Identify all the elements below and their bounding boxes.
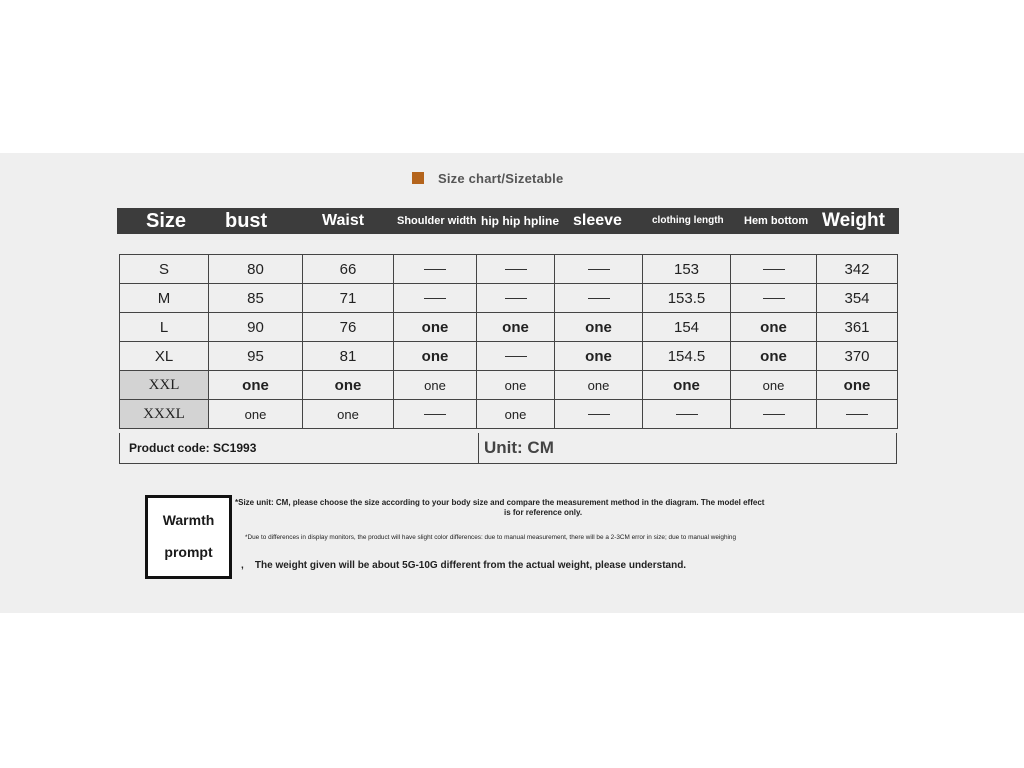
cell-dash [477,342,555,371]
header-hem-bottom: Hem bottom [744,215,809,227]
cell: 71 [303,284,394,313]
note-weight-text: The weight given will be about 5G-10G different from the actual weight, please understand. [254,560,687,571]
table-row [120,313,898,342]
size-label: L [120,313,209,342]
cell: one [555,313,643,342]
cell-dash [555,400,643,429]
cell: 81 [303,342,394,371]
header-size: Size [146,210,187,232]
cell-dash [394,255,477,284]
cell-dash [731,400,817,429]
cell: one [394,313,477,342]
cell: one [394,371,477,400]
cell: 153.5 [643,284,731,313]
header-hip: hip hip hpline [481,214,559,228]
cell: one [477,400,555,429]
table-row [120,255,898,284]
cell-dash [731,255,817,284]
cell-dash [477,284,555,313]
cell-dash [477,255,555,284]
header-weight: Weight [822,210,885,231]
cell: one [303,400,394,429]
note-reference: is for reference only. [504,508,583,517]
cell: 154 [643,313,731,342]
size-label: M [120,284,209,313]
unit-label: Unit: CM [484,438,554,457]
warmth-line-2: prompt [164,544,213,560]
cell: one [555,342,643,371]
cell: 154.5 [643,342,731,371]
cell-dash [817,400,898,429]
note-display: *Due to differences in display monitors, the product will have slight color differences: due to manual measurement, there will be a 2-3CM error in size; due to manual weighing [245,534,737,541]
warmth-prompt-box [145,495,232,579]
note-weight: , The weight given will be about 5G-10G different from the actual weight, please understand. [241,560,687,571]
title-square-icon [412,172,424,184]
cell: 95 [209,342,303,371]
size-table [119,254,898,429]
cell-dash [643,400,731,429]
size-label: XXXL [120,400,209,429]
header-shoulder-width: Shoulder width [397,215,477,227]
cell-dash [394,284,477,313]
cell: 90 [209,313,303,342]
header-waist: Waist [322,212,365,229]
cell: 342 [817,255,898,284]
product-code: Product code: SC1993 [129,441,257,455]
cell: one [643,371,731,400]
cell: 85 [209,284,303,313]
chart-title [412,170,563,186]
cell-dash [555,255,643,284]
cell: one [303,371,394,400]
cell: 80 [209,255,303,284]
size-label: XXL [120,371,209,400]
cell: 354 [817,284,898,313]
cell: one [209,400,303,429]
cell: 153 [643,255,731,284]
cell: one [477,371,555,400]
cell: one [555,371,643,400]
size-label: S [120,255,209,284]
cell: one [209,371,303,400]
header-clothing-length: clothing length [652,215,724,226]
cell: one [817,371,898,400]
cell-dash [555,284,643,313]
cell: one [394,342,477,371]
note-size-unit: *Size unit: CM, please choose the size according to your body size and compare the measurement method in the diagram. The model effect [235,498,765,507]
table-row [120,284,898,313]
footer-divider [478,433,479,463]
cell-dash [394,400,477,429]
warmth-line-1: Warmth [162,512,215,528]
cell: 370 [817,342,898,371]
cell: one [731,371,817,400]
title-text: Size chart/Sizetable [438,170,564,186]
cell: one [731,313,817,342]
table-footer [119,433,897,464]
cell: 76 [303,313,394,342]
header-bust: bust [225,210,268,232]
table-row [120,342,898,371]
cell: 361 [817,313,898,342]
header-sleeve: sleeve [573,212,622,229]
header-bar [117,208,899,234]
size-label: XL [120,342,209,371]
table-row [120,400,898,429]
cell-dash [731,284,817,313]
cell: one [477,313,555,342]
cell: 66 [303,255,394,284]
cell: one [731,342,817,371]
table-row [120,371,898,400]
